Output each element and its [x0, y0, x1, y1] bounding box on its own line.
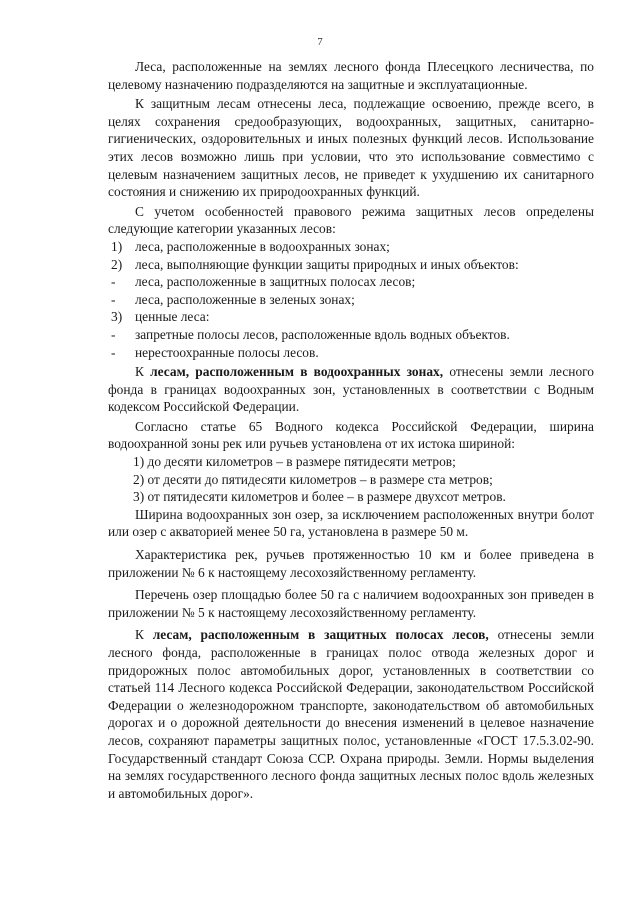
list-item: 2) от десяти до пятидесяти километров – в размере ста метров;: [133, 471, 493, 487]
text-run: отнесены земли лесного фонда, расположенные в границах полос отвода железных дорог и придорожных полос автомобильных дорог, установленных в соответствии со статьей 114 Лесного кодекса Российской Федерации, законодательством Российской Федерации о железнодорожном транспорте, законодательством об автомобильных дорогах и о дорожной деятельности до внесения изменений в целевое назначение лесов, сохраняют параметры защитных полос, установленные «ГОСТ 17.5.3.02-90. Государственный стандарт Союза ССР. Охрана природы. Земли. Нормы выделения на землях государственного лесного фонда защитных лесных полос вдоль железных и автомобильных дорог».: [108, 627, 595, 801]
list-item: [108, 308, 594, 326]
list-marker: -: [111, 274, 116, 290]
list-marker: -: [111, 344, 116, 360]
paragraph-water-code: Согласно статье 65 Водного кодекса Российской Федерации, ширина водоохранной зоны рек или ручьев установлена от их истока шириной:: [108, 418, 594, 452]
list-item: [108, 256, 594, 274]
paragraph-lakes-appendix: Перечень озер площадью более 50 га с наличием водоохранных зон приведен в приложении № 5 к настоящему лесохозяйственному регламенту.: [108, 587, 594, 620]
text-run: К: [135, 627, 153, 643]
list-item-text: запретные полосы лесов, расположенные вдоль водных объектов.: [135, 326, 510, 342]
list-marker: 3): [111, 309, 123, 325]
list-marker: -: [111, 326, 116, 342]
categories-list: [108, 238, 594, 361]
list-item: [108, 291, 594, 309]
text-run: отнесены земли лесного фонда в границах водоохранных зон, установленных в соответствии с Водным кодексом Российской Федерации.: [108, 364, 594, 415]
list-marker: 2): [111, 256, 123, 272]
list-item-text: леса, расположенные в водоохранных зонах;: [135, 238, 390, 254]
list-item: [108, 273, 594, 291]
list-item: [108, 326, 594, 344]
list-item-text: леса, выполняющие функции защиты природных и иных объектов:: [135, 256, 519, 272]
paragraph-categories-intro: С учетом особенностей правового режима защитных лесов определены следующие категории указанных лесов:: [108, 203, 594, 237]
paragraph-rivers-appendix: Характеристика рек, ручьев протяженностью 10 км и более приведена в приложении № 6 к настоящему лесохозяйственному регламенту.: [108, 547, 594, 580]
list-item: 3) от пятидесяти километров и более – в размере двухсот метров.: [133, 489, 506, 505]
bold-term: лесам, расположенным в защитных полосах лесов,: [152, 627, 489, 643]
document-body: [108, 58, 594, 802]
widths-list: [108, 453, 594, 506]
list-item-text: леса, расположенные в зеленых зонах;: [135, 291, 355, 307]
list-item-text: нерестоохранные полосы лесов.: [135, 344, 319, 360]
list-marker: -: [111, 291, 116, 307]
list-marker: 1): [111, 238, 123, 254]
list-item: 1) до десяти километров – в размере пятидесяти метров;: [133, 454, 456, 470]
list-item: [108, 344, 594, 362]
list-item-text: леса, расположенные в защитных полосах лесов;: [135, 274, 416, 290]
list-item: [108, 238, 594, 256]
page-number: 7: [317, 36, 323, 48]
paragraph-protective-strips: [108, 626, 594, 802]
paragraph-protective-forests: К защитным лесам отнесены леса, подлежащие освоению, прежде всего, в целях сохранения средообразующих, водоохранных, защитных, санитарно-гигиенических, оздоровительных и иных полезных функций лесов. Использование этих лесов возможно лишь при условии, что это использование совместимо с целевым назначением защитных лесов, не приведет к ухудшению их санитарного состояния и снижению их природоохранных функций.: [108, 96, 594, 200]
paragraph-forest-classification: Леса, расположенные на землях лесного фонда Плесецкого лесничества, по целевому назначению подразделяются на защитные и эксплуатационные.: [108, 59, 594, 92]
list-item-text: ценные леса:: [135, 309, 210, 325]
paragraph-lake-zones: Ширина водоохранных зон озер, за исключением расположенных внутри болот или озер с акваторией менее 50 га, установлена в размере 50 м.: [108, 506, 594, 540]
text-run: К: [135, 364, 151, 380]
bold-term: лесам, расположенным в водоохранных зонах,: [150, 364, 444, 380]
paragraph-water-protection-forests: [108, 363, 594, 416]
